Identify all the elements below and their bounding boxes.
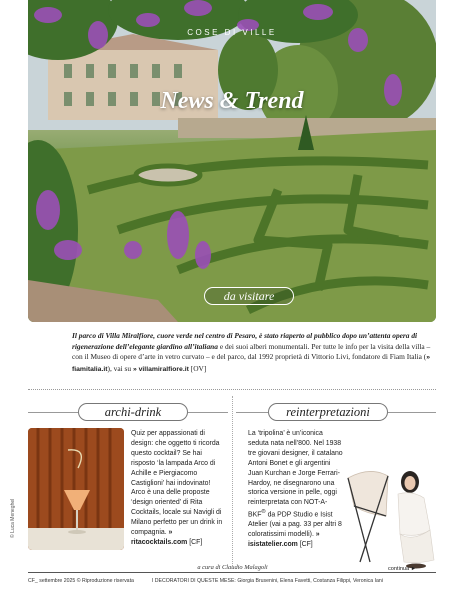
hero-photo xyxy=(28,0,436,322)
intro-paragraph xyxy=(72,331,434,375)
ritacocktails-link[interactable]: » ritacocktails.com xyxy=(131,529,188,546)
heading-line-left-a xyxy=(28,412,78,413)
heading-line-right-a xyxy=(236,412,268,413)
archi-drink-body: Quiz per appassionati di design: che oggetto ti ricorda questo cocktail? Se hai risposto ‘la lampada Arco di Achille e Piergiacomo Castiglioni’ hai indovinato! Arco è una delle proposte ‘design oriented’ di Rita Cocktails, locale sui Navigli di Milano perfetto per un drink in compagnia. xyxy=(131,430,223,537)
section-badge: da visitare xyxy=(204,287,294,305)
archi-drink-tag: [CF] xyxy=(187,538,203,546)
photo-credit: © Luca Meneghel xyxy=(10,498,16,538)
byline: a cura di Claudio Malagoli xyxy=(197,564,268,571)
villamiralfiore-link[interactable]: » villamiralfiore.it xyxy=(132,365,189,373)
reinterpretazioni-body-2: da PDP Studio e Isist Atelier (vai a pag. 33 per altri 8 coloratissimi modelli). xyxy=(248,511,342,539)
divider-bottom xyxy=(28,572,436,573)
intro-body-2: ), vai su xyxy=(107,363,133,373)
reinterpretazioni-tag: [CF] xyxy=(297,541,313,549)
butterfly-chair-photo xyxy=(340,452,436,570)
heading-archi-drink: archi-drink xyxy=(78,403,188,421)
trademark: ® xyxy=(261,509,266,516)
archi-drink-text xyxy=(131,429,224,548)
heading-reinterpretazioni: reinterpretazioni xyxy=(268,403,388,421)
heading-line-left-b xyxy=(188,412,228,413)
isistatelier-link[interactable]: » isistatelier.com xyxy=(248,531,320,549)
hero-kicker: COSE DI VILLE xyxy=(187,28,277,37)
reinterpretazioni-text xyxy=(248,429,343,550)
hero-title: News & Trend xyxy=(160,88,304,114)
intro-body-1: Per tutte le info per la visita della villa – con il Museo di opere d’arte in vetro curvato – e del parco, dal 1992 proprietà di Vittorio Livi, fondatore di Fiam Italia ( xyxy=(72,341,431,362)
garden-illustration xyxy=(28,0,436,322)
footer-credits: I DECORATORI DI QUESTE MESE: Giorgia Brusenini, Elena Favetti, Costanza Filippi, Veronica Iani xyxy=(151,578,383,584)
intro-lead-rest: e dei suoi alberi monumentali. xyxy=(217,341,310,351)
intro-tag: [OV] xyxy=(188,363,207,373)
reinterpretazioni-body: La ‘tripolina’ è un’iconica seduta nata nell’800. Nel 1938 tre giovani designer, il catalano Antoni Bonet e gli argentini Juan Kurchan e Jorge Ferrari-Hardoy, ne disegnarono una storica versione in pelle, oggi reinterpretata con NOT-A-BKF xyxy=(248,430,343,519)
intro-lead: Il parco di Villa Miralfiore, cuore verde nel centro di Pesaro, è stato riaperto al pubblico dopo un’attenta opera di rigenerazione dell’elegante giardino all’italiana xyxy=(72,331,418,351)
fiamitalia-link[interactable]: » fiamitalia.it xyxy=(72,354,431,373)
heading-line-right-b xyxy=(388,412,436,413)
continue-link[interactable]: continua ► xyxy=(388,566,417,572)
cocktail-photo xyxy=(28,428,124,550)
divider-top xyxy=(28,389,436,390)
footer-issue: CF_ settembre 2025 © Riproduzione riservata xyxy=(28,578,134,584)
column-divider xyxy=(232,396,233,566)
page-footer xyxy=(28,578,448,584)
